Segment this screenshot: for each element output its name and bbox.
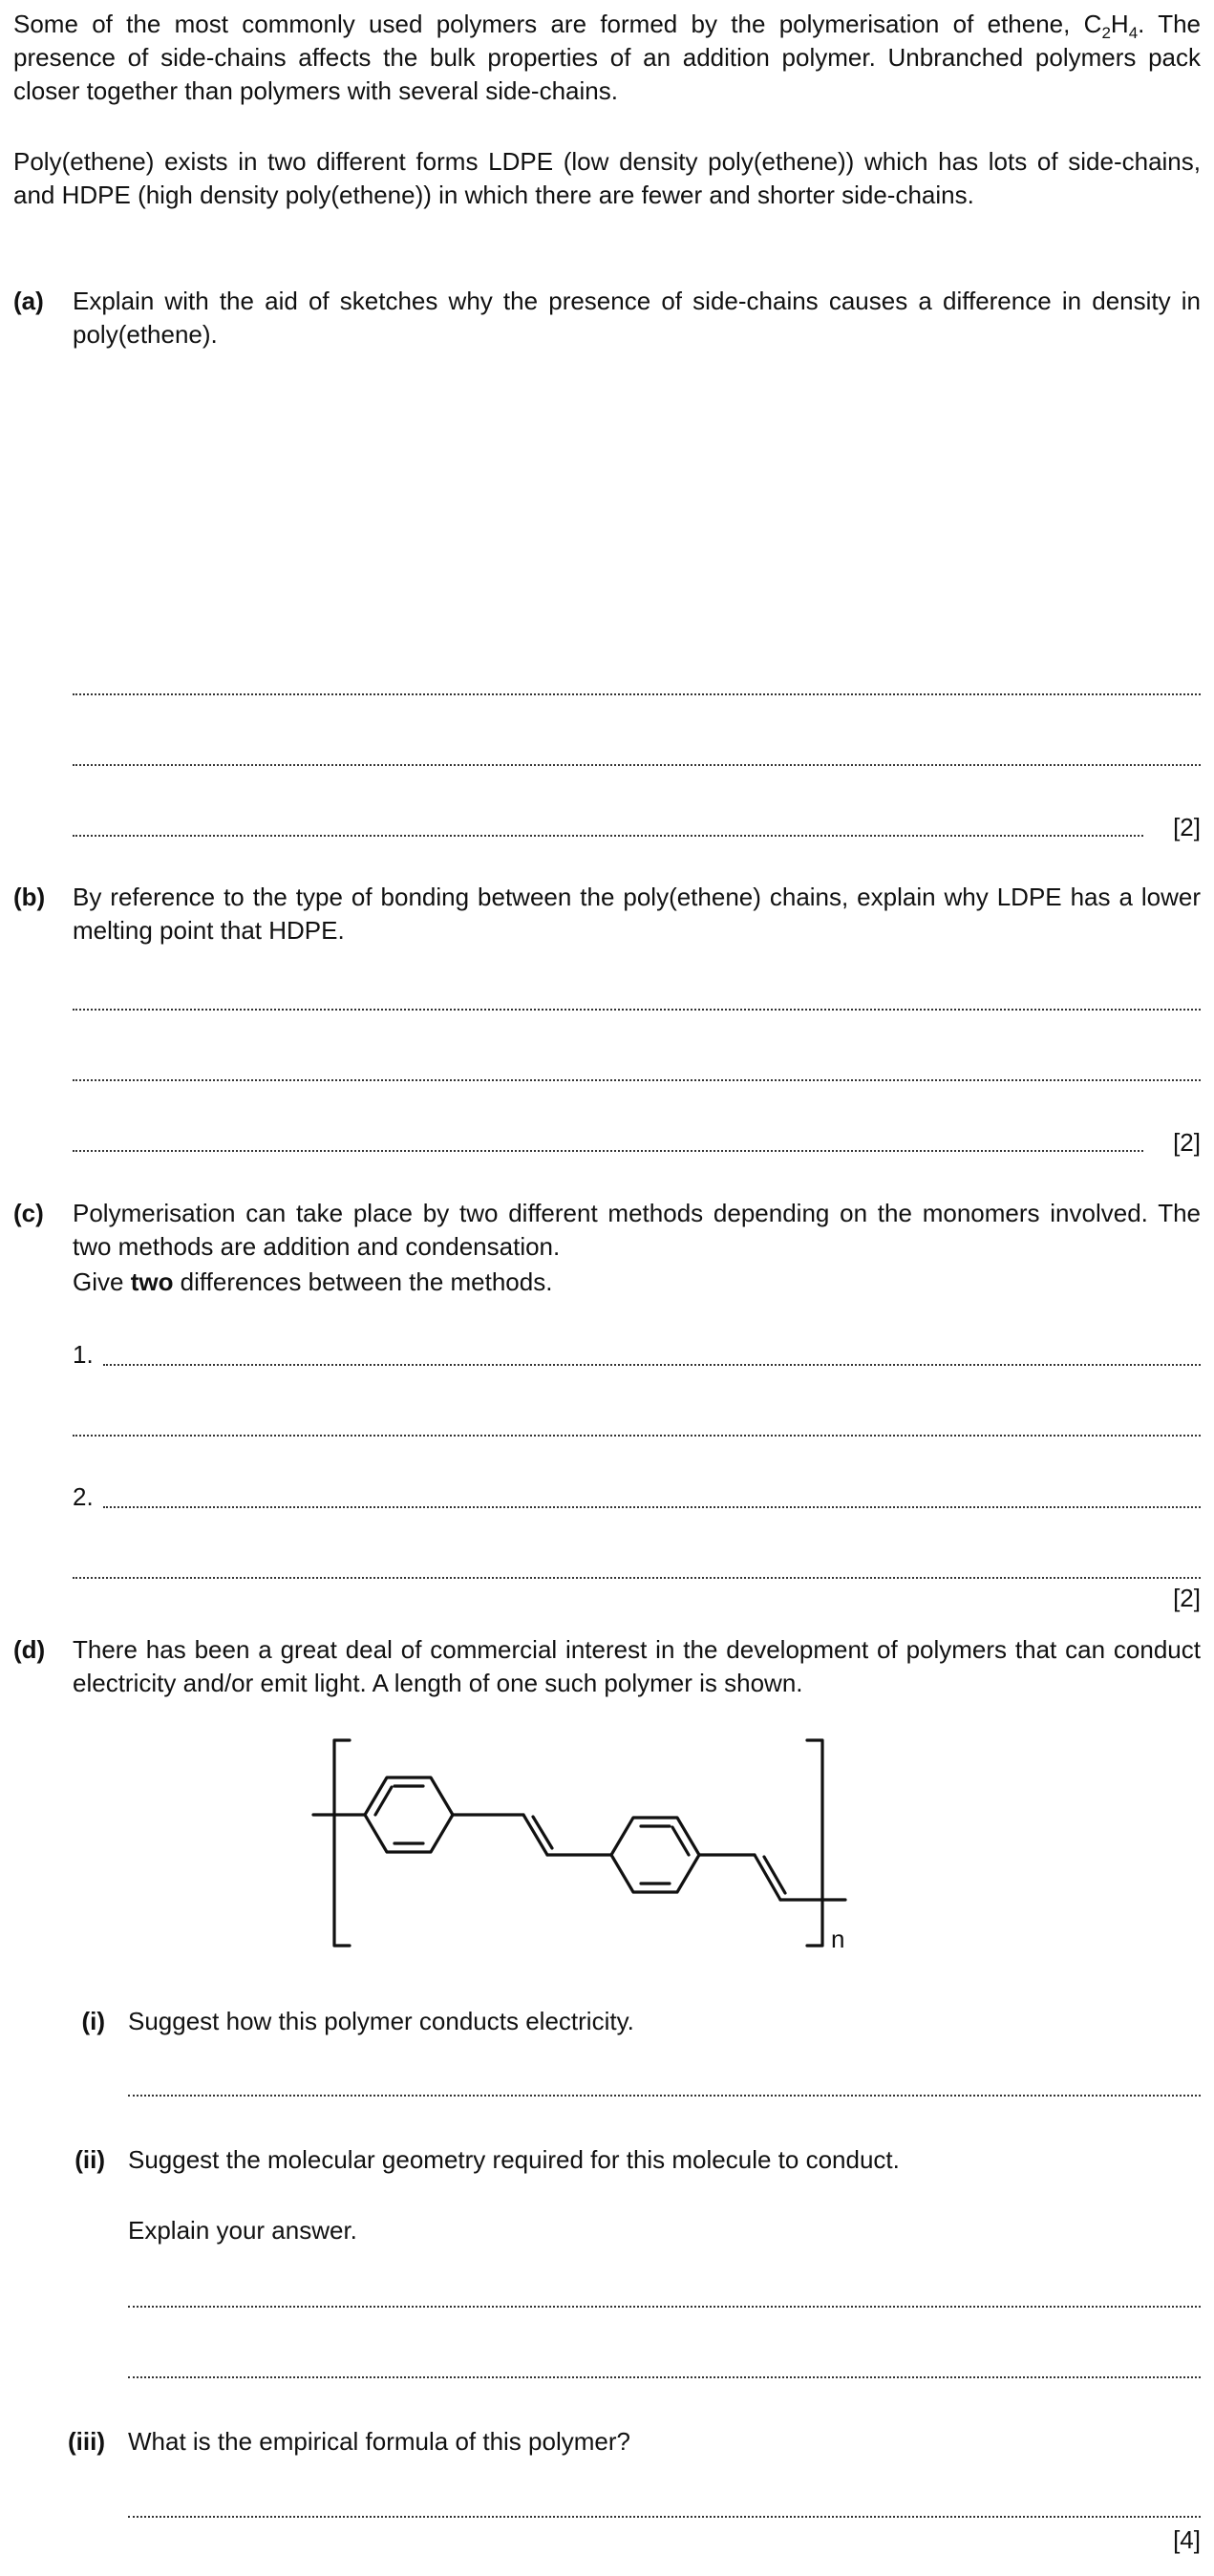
answer-line-b-2[interactable] xyxy=(73,1079,1201,1081)
question-d-i-text: Suggest how this polymer conducts electricity. xyxy=(128,2007,634,2035)
question-c-mark: [2] xyxy=(1173,1584,1201,1612)
question-a-label: (a) xyxy=(13,287,44,315)
question-b-mark: [2] xyxy=(1173,1128,1201,1157)
question-d-text: There has been a great deal of commercial interest in the development of polymers that can conduct electricity and/or emit light. A length of one such polymer is shown. xyxy=(73,1635,1201,1697)
answer-line-b-1[interactable] xyxy=(73,1009,1201,1011)
answer-line-a-2[interactable] xyxy=(73,764,1201,766)
intro-paragraph-2: Poly(ethene) exists in two different forms LDPE (low density poly(ethene)) which has lots of side-chains, and HDPE (high density poly(ethene)) in which there are fewer and shorter side-chains. xyxy=(13,147,1201,209)
question-b-text: By reference to the type of bonding between the poly(ethene) chains, explain why LDPE has a lower melting point that HDPE. xyxy=(73,883,1201,945)
subscript-2: 2 xyxy=(1101,24,1111,43)
instruction-part-1: Give xyxy=(73,1267,131,1296)
left-bracket xyxy=(334,1740,350,1946)
question-d-ii-text-2: Explain your answer. xyxy=(128,2216,357,2245)
answer-line-c-3[interactable] xyxy=(103,1506,1201,1508)
benzene-ring-1 xyxy=(365,1778,453,1852)
benzene-ring-2 xyxy=(611,1818,699,1892)
question-b-label: (b) xyxy=(13,883,46,911)
question-c-label: (c) xyxy=(13,1199,44,1227)
difference-2-label: 2. xyxy=(73,1482,94,1511)
answer-line-d-ii-2[interactable] xyxy=(128,2376,1201,2378)
question-d-iii-label: (iii) xyxy=(68,2427,105,2456)
question-d-ii-text: Suggest the molecular geometry required for this molecule to conduct. xyxy=(128,2145,900,2174)
question-c-instruction xyxy=(73,1266,1201,1299)
answer-line-a-3[interactable] xyxy=(73,835,1143,837)
intro-text-part-3: . The presence of side-chains affects the bulk properties of an addition polymer. Unbranched polymers pack closer together than polymers with several side-chains. xyxy=(13,10,1202,105)
intro-text-part-2: H xyxy=(1110,10,1129,38)
intro-text-part-1: Some of the most commonly used polymers are formed by the polymerisation of ethene, C xyxy=(13,10,1102,38)
intro-paragraph-1 xyxy=(13,8,1201,108)
answer-line-d-ii-1[interactable] xyxy=(128,2306,1201,2308)
question-a-mark: [2] xyxy=(1173,813,1201,841)
answer-line-c-4[interactable] xyxy=(73,1577,1201,1579)
answer-line-c-2[interactable] xyxy=(73,1435,1201,1437)
answer-line-b-3[interactable] xyxy=(73,1150,1143,1152)
right-bracket xyxy=(807,1740,822,1946)
subscript-4: 4 xyxy=(1128,24,1139,43)
answer-line-d-iii[interactable] xyxy=(128,2516,1201,2518)
question-c-text: Polymerisation can take place by two different methods depending on the monomers involved. The two methods are addition and condensation. xyxy=(73,1199,1201,1261)
question-d-iii-text: What is the empirical formula of this polymer? xyxy=(128,2427,630,2456)
question-d-label: (d) xyxy=(13,1635,46,1664)
repeat-unit-n: n xyxy=(831,1925,845,1953)
question-d-i-label: (i) xyxy=(81,2007,105,2035)
polymer-structure-diagram xyxy=(306,1731,860,1960)
difference-1-label: 1. xyxy=(73,1340,94,1369)
question-d-ii-label: (ii) xyxy=(75,2145,105,2174)
instruction-bold-two: two xyxy=(130,1267,174,1296)
answer-line-c-1[interactable] xyxy=(103,1364,1201,1366)
question-a-text: Explain with the aid of sketches why the presence of side-chains causes a difference in density in poly(ethene). xyxy=(73,287,1201,349)
question-d-mark: [4] xyxy=(1173,2525,1201,2554)
answer-line-a-1[interactable] xyxy=(73,693,1201,695)
answer-line-d-i[interactable] xyxy=(128,2095,1201,2097)
instruction-part-2: differences between the methods. xyxy=(173,1267,553,1296)
